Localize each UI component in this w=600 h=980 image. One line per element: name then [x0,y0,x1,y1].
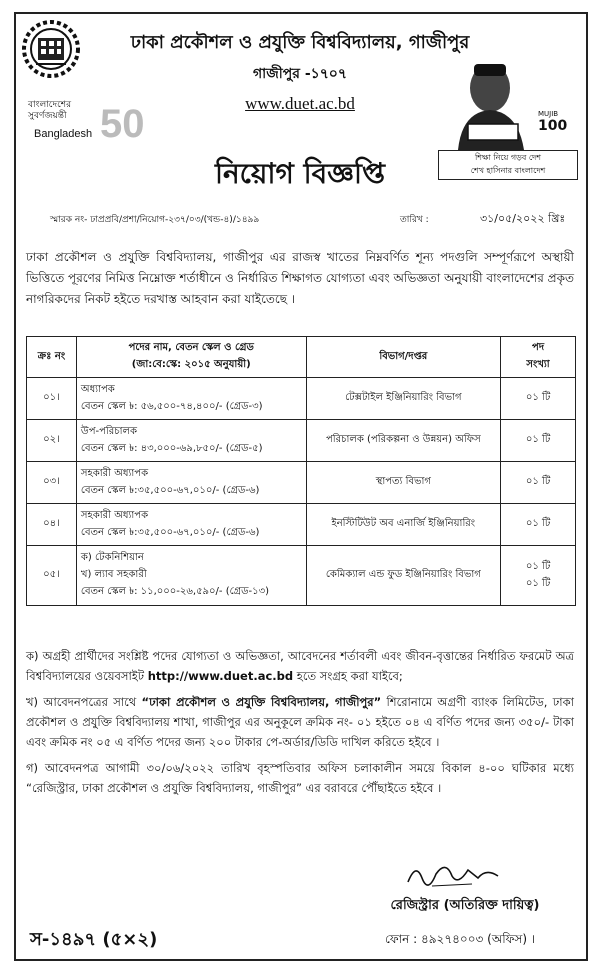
registrar-title: রেজিস্ট্রার (অতিরিক্ত দায়িত্ব) [390,898,540,913]
university-url[interactable]: www.duet.ac.bd [245,94,355,113]
notes-list [26,646,574,804]
bd-number: 50 [100,102,145,146]
header-count-line2: সংখ্যা [526,359,550,370]
table-header-row [27,337,576,378]
cell-post [76,504,306,546]
reference-code: স-১৪৯৭ (৫×২) [30,929,158,950]
cell-post [76,420,306,462]
note-pre: ক) অগ্রহী প্রার্থীদের সংশ্লিষ্ট পদের যোগ্যতা ও অভিজ্ঞতা, আবেদনের শর্তাবলী এবং জীবন-বৃত্তান্তের নির্ধারিত ফরমেট অত্র বিশ্ববিদ্যালয়ের ওয়েবসাইট [26,649,574,683]
cell-count: ০১ টি [501,462,576,504]
cell-dept: পরিচালক (পরিকল্পনা ও উন্নয়ন) অফিস [306,420,501,462]
phone-number: ফোন : ৪৯২৭৪০০৩ (অফিস) । [385,932,536,946]
portrait-icon [438,54,576,150]
note-bold: “ঢাকা প্রকৌশল ও প্রযুক্তি বিশ্ববিদ্যালয়, গাজীপুর” [141,695,382,709]
header-count-line1: পদ [532,342,545,353]
cell-post [76,378,306,420]
cell-dept: স্থাপত্য বিভাগ [306,462,501,504]
university-name: ঢাকা প্রকৌশল ও প্রযুক্তি বিশ্ববিদ্যালয়, গাজীপুর [130,32,470,53]
table-row [27,546,576,606]
post-name: সহকারী অধ্যাপক [80,509,149,521]
cell-count: ০১ টি [501,378,576,420]
cell-count [501,546,576,606]
post-scale: বেতন স্কেল ৳: ৫৬,৫০০-৭৪,৪০০/- (গ্রেড-৩) [80,400,263,412]
positions-table [26,336,576,606]
date-label: তারিখ : [400,215,429,225]
count-2: ০১ টি [525,577,551,589]
note-item [26,692,574,752]
notice-title: নিয়োগ বিজ্ঞপ্তি [214,157,386,190]
cell-serial: ০২। [27,420,77,462]
cell-serial: ০৪। [27,504,77,546]
note-pre: গ) আবেদনপত্র আগামী ৩০/০৬/২০২২ তারিখ বৃহস্পতিবার অফিস চলাকালীন সময়ে বিকাল ৪-০০ ঘটিকার মধ্যে “রেজিস্ট্রার, ঢাকা প্রকৌশল ও প্রযুক্তি বিশ্ববিদ্যালয়, গাজীপুর” এর বরাবরে পৌঁছাইতে হইবে । [26,761,574,795]
post-name: অধ্যাপক [80,383,115,395]
cell-dept: ইনস্টিটিউট অব এনার্জি ইঞ্জিনিয়ারিং [306,504,501,546]
cell-post [76,462,306,504]
cell-serial: ০৩। [27,462,77,504]
cell-dept: টেক্সটাইল ইঞ্জিনিয়ারিং বিভাগ [306,378,501,420]
cell-dept: কেমিক্যাল এন্ড ফুড ইঞ্জিনিয়ারিং বিভাগ [306,546,501,606]
bd-line2: সুবর্ণজয়ন্তী [28,111,67,121]
note-post: হতে সংগ্রহ করা যাইবে; [293,669,403,683]
post-scale: বেতন স্কেল ৳: ৪৩,০০০-৬৯,৮৫০/- (গ্রেড-৫) [80,442,263,454]
cell-count: ০১ টি [501,504,576,546]
note-item [26,758,574,798]
cell-serial: ০৫। [27,546,77,606]
bd-line1: বাংলাদেশের [28,100,72,110]
university-address: গাজীপুর -১৭০৭ [252,66,348,82]
memo-number: স্মারক নং- ঢাপ্রপ্রবি/প্রশা/নিয়োগ-২৩৭/০৩/(খন্ড-৪)/১৪৯৯ [50,215,260,225]
post-scale: বেতন স্কেল ৳:৩৫,৫০০-৬৭,০১০/- (গ্রেড-৬) [80,484,260,496]
table-row [27,504,576,546]
table-row [27,378,576,420]
note-pre: খ) আবেদনপত্রের সাথে [26,695,142,709]
mujib-number: 100 [538,118,568,134]
count-1: ০১ টি [525,560,551,572]
table-row [27,420,576,462]
cell-serial: ০১। [27,378,77,420]
post-name: উপ-পরিচালক [80,425,138,437]
post-name: সহকারী অধ্যাপক [80,467,149,479]
slogan-line2: শেখ হাসিনার বাংলাদেশ [470,166,546,175]
note-item [26,646,574,686]
note-link[interactable]: http://www.duet.ac.bd [147,669,294,683]
header-serial: ক্রঃ নং [27,337,77,378]
post-scale: বেতন স্কেল ৳: ১১,০০০-২৬,৫৯০/- (গ্রেড-১৩) [80,586,270,597]
header-post-line2: (জা:বে:স্কে: ২০১৫ অনুযায়ী) [131,359,251,370]
post-scale: বেতন স্কেল ৳:৩৫,৫০০-৬৭,০১০/- (গ্রেড-৬) [80,526,260,538]
cell-post [76,546,306,606]
slogan-line1: শিক্ষা নিয়ে গড়ব দেশ [474,153,542,162]
cell-count: ০১ টি [501,420,576,462]
mujib-small: MUJIB [538,110,559,118]
post-name-2: খ) ল্যাব সহকারী [80,569,147,580]
post-name: ক) টেকনিশিয়ান [80,552,144,563]
table-row [27,462,576,504]
intro-paragraph: ঢাকা প্রকৌশল ও প্রযুক্তি বিশ্ববিদ্যালয়, গাজীপুর এর রাজস্ব খাতের নিম্নবর্ণিত শূন্য পদগুলি সম্পূর্ণরূপে অস্থায়ী ভিত্তিতে পূরণের নিমিত্ত নিম্নোক্ত শর্তাধীনে ও নির্ধারিত শিক্ষাগত যোগ্যতা এবং অভিজ্ঞতা অনুযায়ী বাংলাদেশের প্রকৃত নাগরিকদের নিকট হইতে দরখাস্ত আহবান করা যাইতেছে । [26,250,574,306]
header-post-line1: পদের নাম, বেতন স্কেল ও গ্রেড [128,342,254,353]
header-dept: বিভাগ/দপ্তর [306,337,501,378]
note-post: শিরোনামে অগ্রণী ব্যাংক লিমিটেড, ঢাকা প্রকৌশল ও প্রযুক্তি বিশ্ববিদ্যালয় শাখা, গাজীপুর এর অনুকূলে ক্রমিক নং- ০১ হইতে ০৪ এ বর্ণিত পদের জন্য ৩৫০/- টাকা এবং ক্রমিক নং ০৫ এ বর্ণিত পদের জন্য ২০০ টাকার পে-অর্ডার/ডিডি দাখিল করিতে হইবে । [26,695,574,749]
date-value: ৩১/০৫/২০২২ খ্রিঃ [480,212,566,225]
signature-icon [402,856,522,892]
header-count [501,337,576,378]
bd-word: Bangladesh [34,128,93,140]
header-post [76,337,306,378]
